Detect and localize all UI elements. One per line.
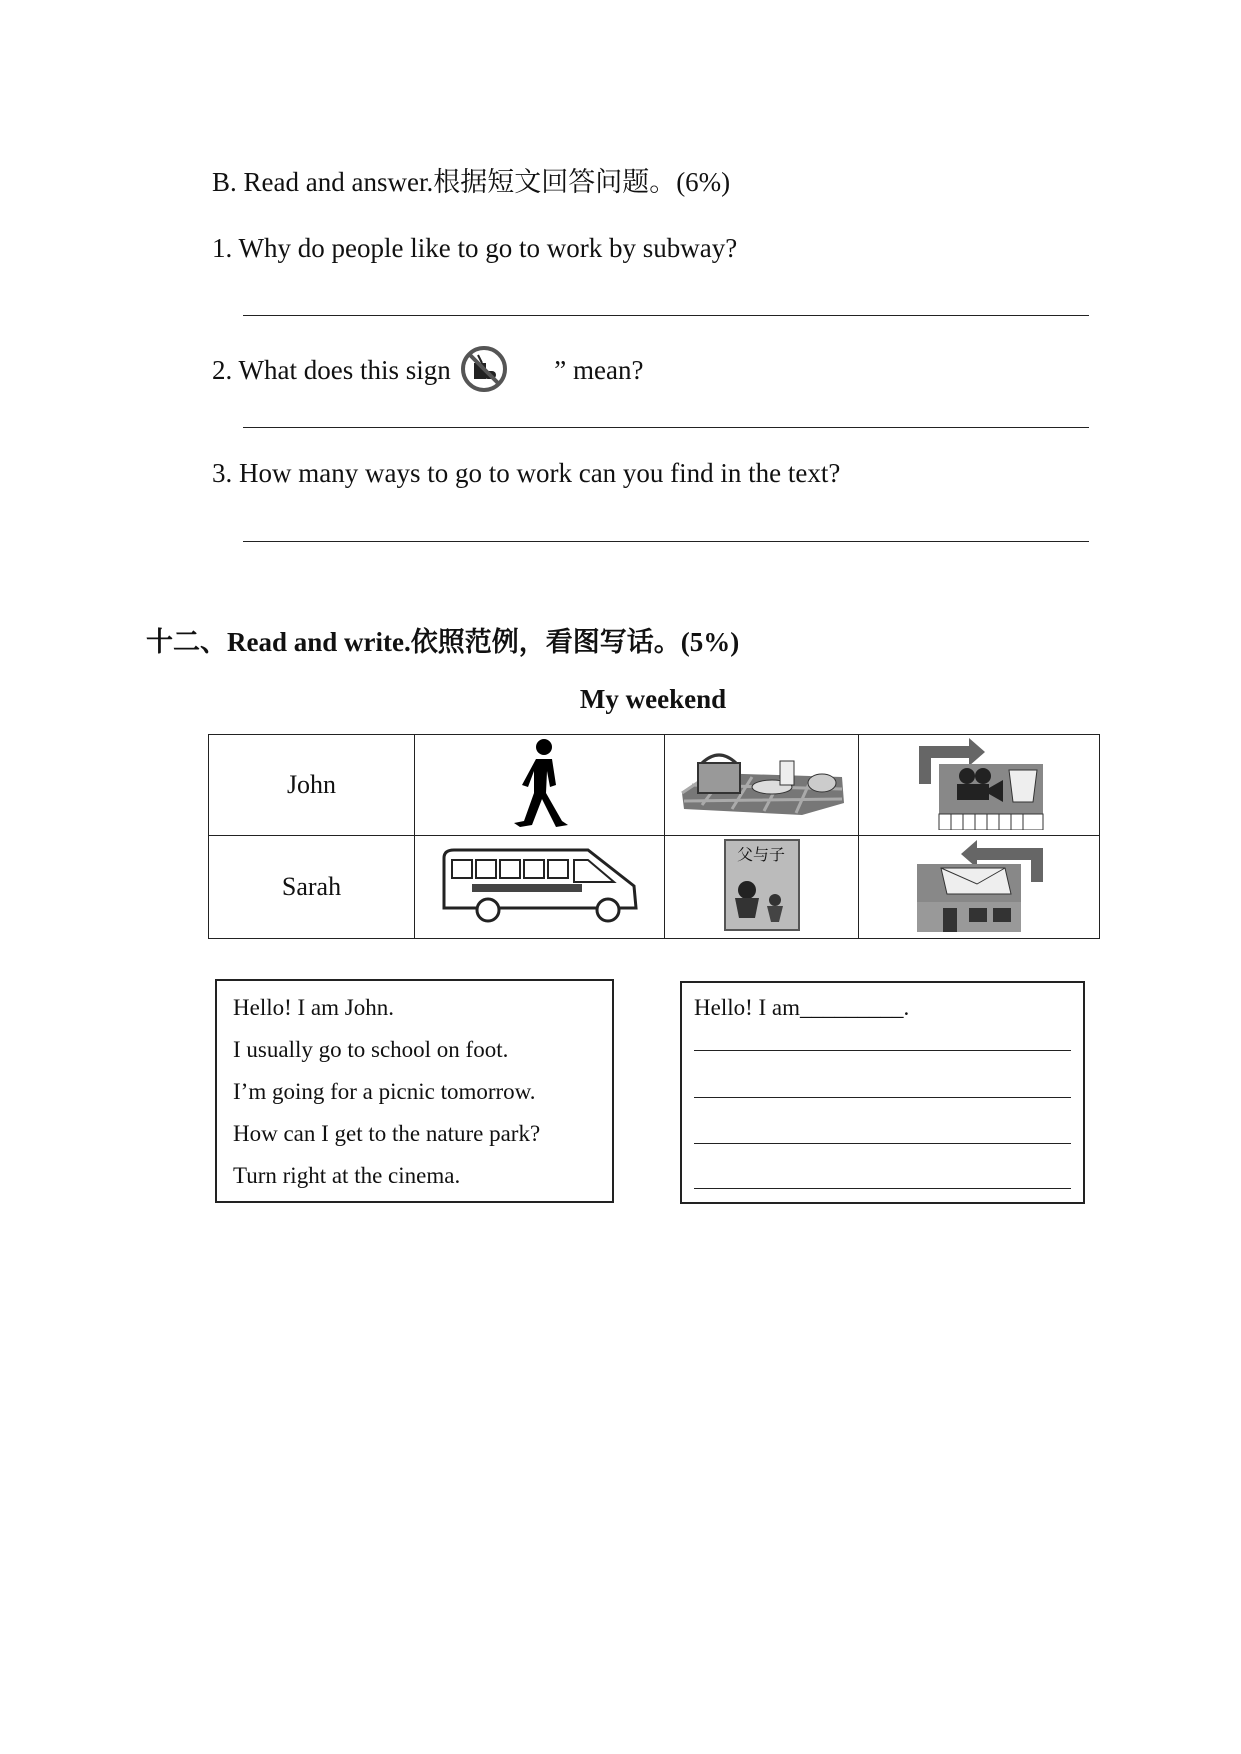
question-text: Why do people like to go to work by subway? [238, 233, 738, 263]
example-line-1: Hello! I am John. [233, 995, 394, 1020]
writing-line-1[interactable] [694, 1050, 1071, 1051]
writing-line-3[interactable] [694, 1143, 1071, 1144]
svg-text:父与子: 父与子 [736, 844, 785, 864]
example-line-2: I usually go to school on foot. [233, 1037, 509, 1062]
answer-line-2[interactable] [243, 427, 1089, 428]
example-line-4: How can I get to the nature park? [233, 1121, 541, 1146]
example-line-3: I’m going for a picnic tomorrow. [233, 1079, 536, 1104]
name-cell: Sarah [209, 836, 415, 939]
table-title: My weekend [579, 684, 727, 714]
cinema-turn-right-icon [859, 735, 1100, 836]
table-row [209, 836, 1100, 939]
school-bus-icon [415, 836, 665, 939]
writing-box[interactable] [680, 981, 1085, 1204]
writing-start: Hello! I am_________. [694, 995, 910, 1020]
post-office-turn-left-icon [859, 836, 1100, 939]
picnic-icon [665, 735, 859, 836]
question-number: 1. [212, 233, 233, 263]
question-text-after: ” mean? [554, 355, 644, 385]
book-icon [665, 836, 859, 939]
question-number: 3. [212, 458, 233, 488]
question-1 [212, 232, 737, 264]
section-12-heading: 十二、Read and write.依照范例，看图写话。(5%) [146, 627, 740, 657]
writing-line-4[interactable] [694, 1188, 1071, 1189]
question-text: How many ways to go to work can you find in the text? [239, 458, 841, 488]
name-cell: John [209, 735, 415, 836]
writing-line-2[interactable] [694, 1097, 1071, 1098]
question-2 [212, 345, 643, 400]
question-text-before: What does this sign [238, 355, 451, 385]
example-box [215, 979, 614, 1203]
question-number: 2. [212, 355, 233, 385]
walking-person-icon [415, 735, 665, 836]
answer-line-3[interactable] [243, 541, 1089, 542]
example-line-5: Turn right at the cinema. [233, 1163, 461, 1188]
question-3 [212, 457, 840, 489]
part-b-heading: B. Read and answer.根据短文回答问题。(6%) [212, 167, 731, 197]
answer-line-1[interactable] [243, 315, 1089, 316]
weekend-table [208, 734, 1100, 939]
no-food-sign-icon [460, 345, 508, 400]
table-row [209, 735, 1100, 836]
